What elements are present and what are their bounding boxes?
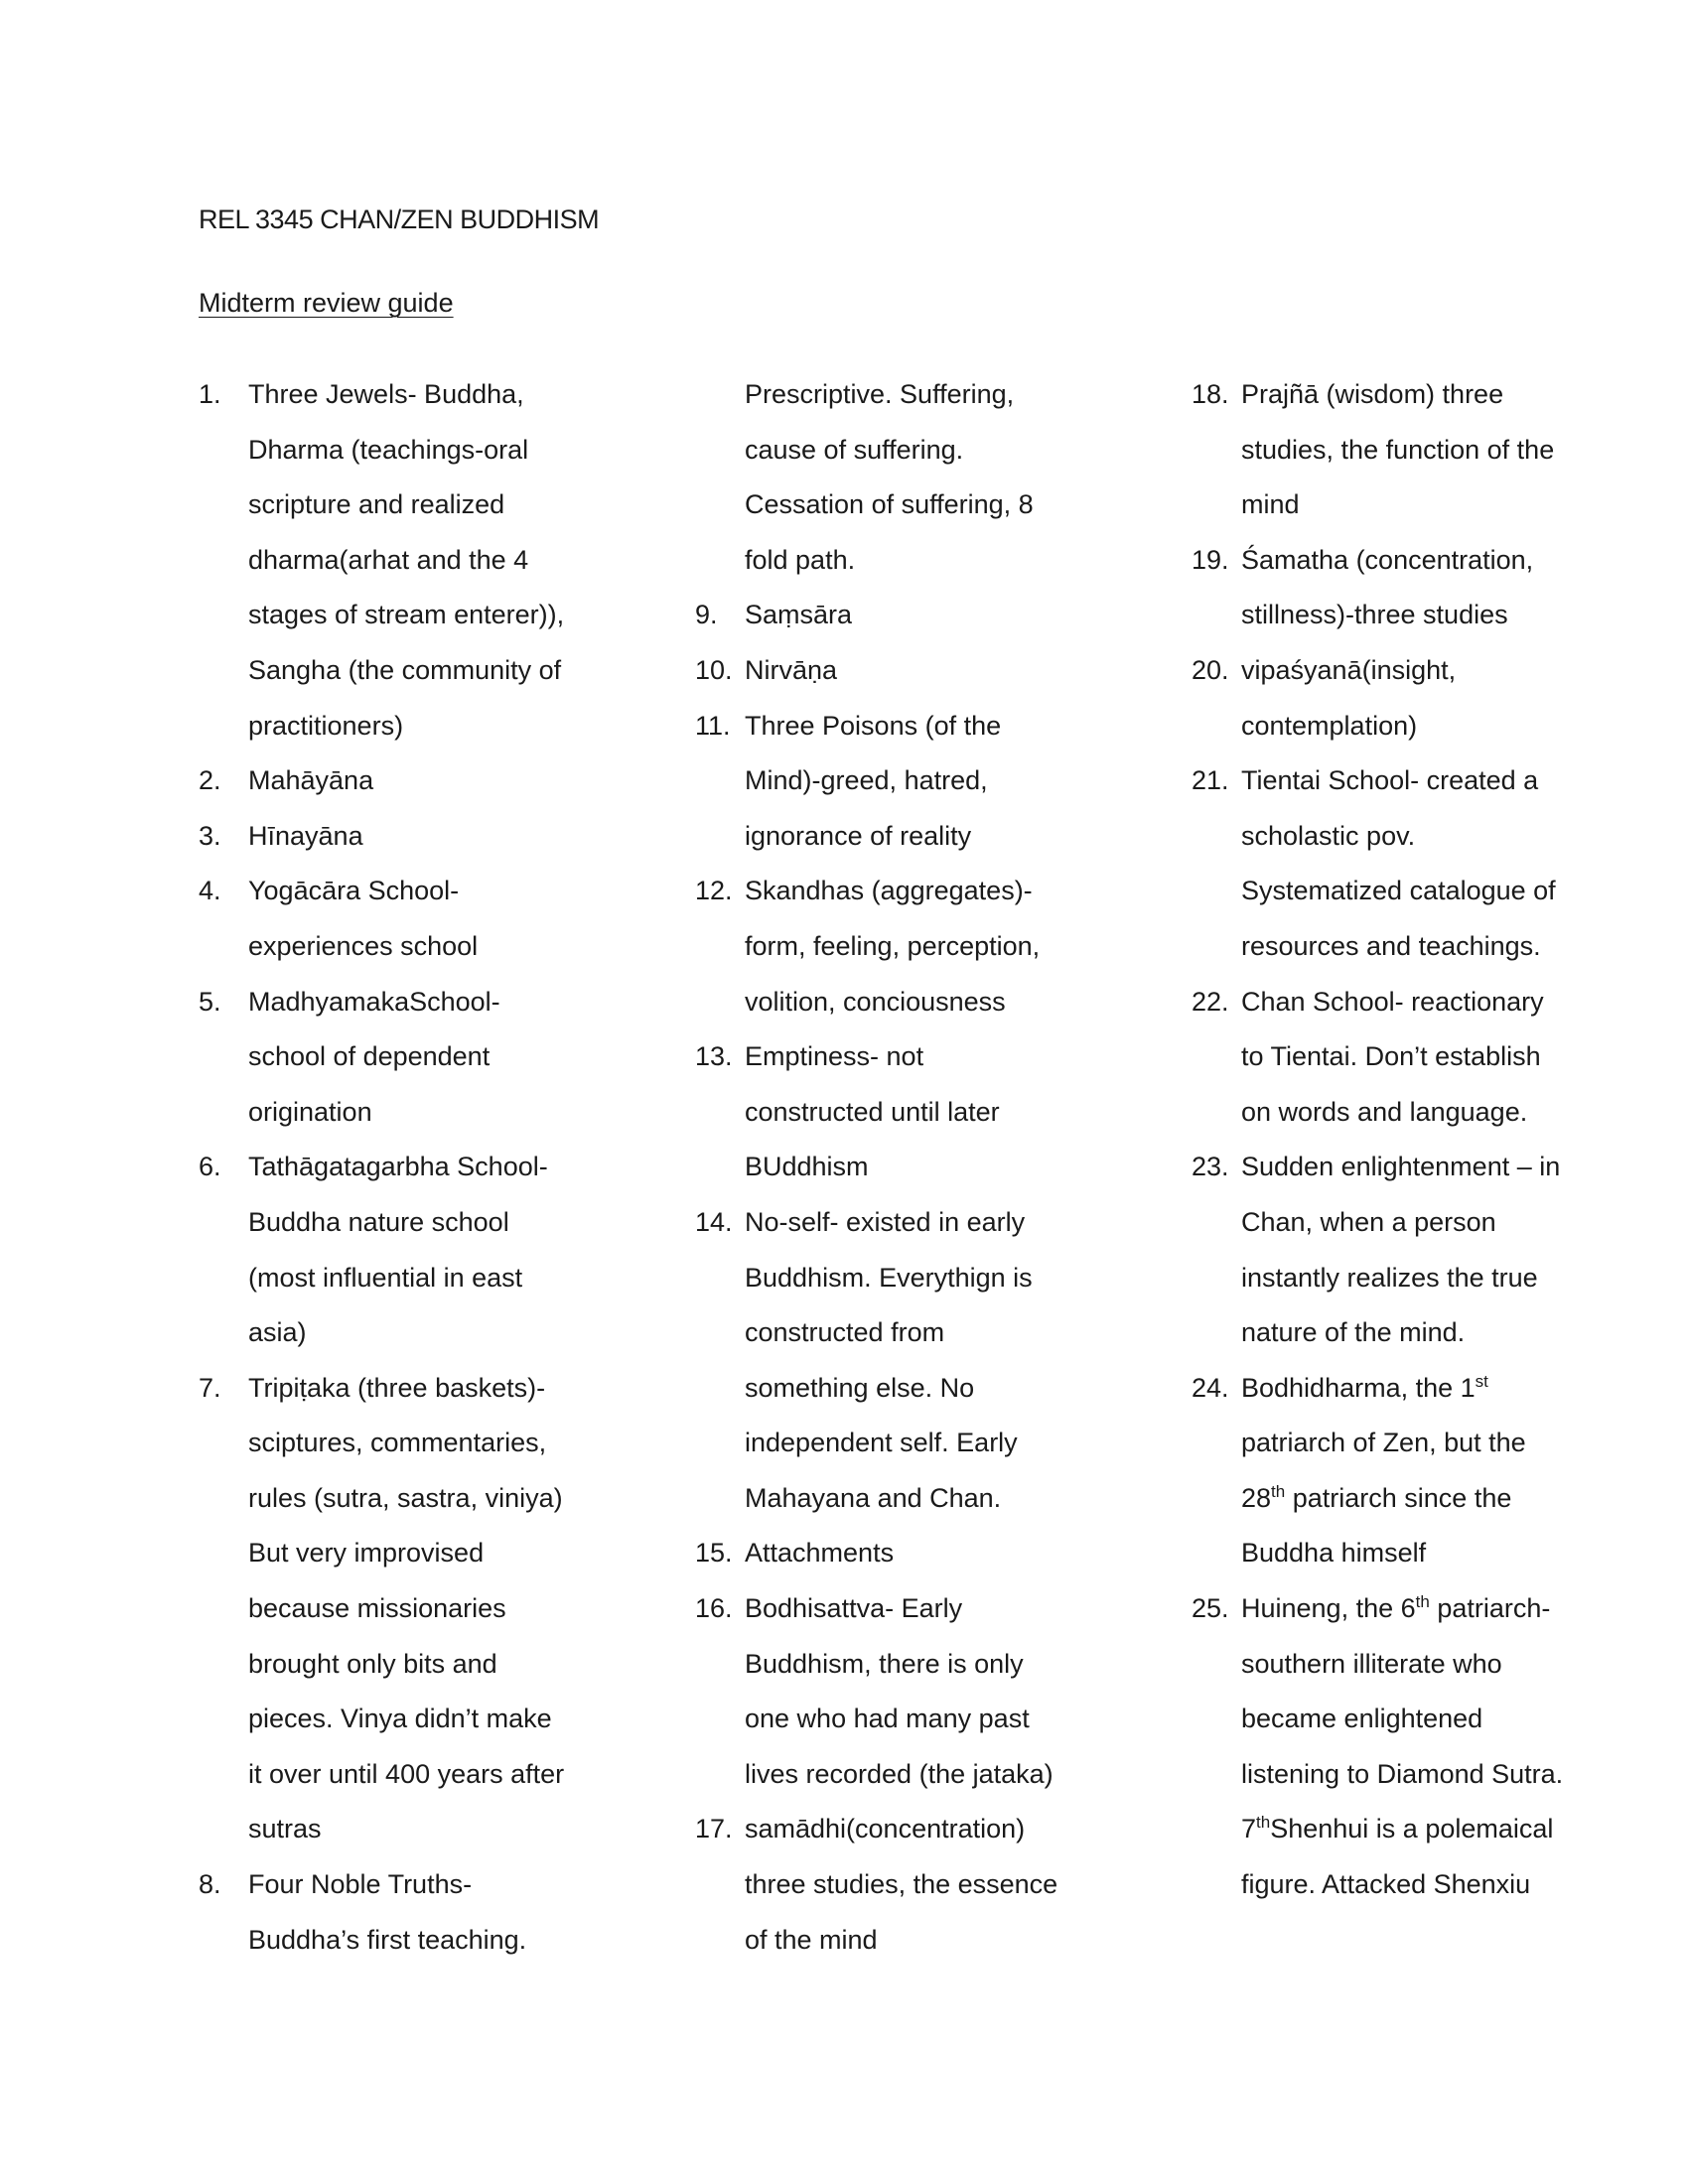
item-text-line: Dharma (teachings-oral [248,434,529,465]
item-text-line: Cessation of suffering, 8 [745,489,1034,520]
item-text-line: scripture and realized [248,489,505,520]
item-text-line: because missionaries [248,1593,506,1624]
item-number: 2. [199,765,221,796]
item-number: 22. [1192,986,1229,1017]
item-text-line: Sudden enlightenment – in [1241,1152,1561,1182]
item-number: 1. [199,379,221,409]
item-text-line: to Tientai. Don’t establish [1241,1041,1541,1072]
ordinal-suffix: th [1415,1592,1430,1612]
item-text-line: volition, conciousness [745,986,1006,1017]
item-text: 7 [1241,1814,1257,1844]
item-text-line: Tientai School- created a [1241,765,1539,796]
item-number: 24. [1192,1372,1229,1403]
item-text-line: constructed from [745,1317,945,1348]
item-text-line: samādhi(concentration) [745,1814,1026,1844]
item-text-line: Three Poisons (of the [745,710,1002,741]
item-text-line: Attachments [745,1538,895,1569]
item-text-line: Buddha himself [1241,1538,1427,1569]
item-text-line: fold path. [745,544,856,575]
item-text-line [1241,1361,1609,1417]
item-number: 20. [1192,654,1229,685]
item-text-line: Buddha’s first teaching. [248,1924,527,1955]
item-number: 9. [695,600,718,630]
item-text-line: Hīnayāna [248,820,363,851]
item-text-line: origination [248,1096,372,1127]
item-text-line: form, feeling, perception, [745,930,1041,961]
list-item [199,975,616,1141]
item-text-line: cause of suffering. [745,434,964,465]
item-text-line: BUddhism [745,1152,869,1182]
item-text-line: one who had many past [745,1704,1030,1734]
item-text-line: contemplation) [1241,710,1418,741]
item-text-line: brought only bits and [248,1648,497,1679]
item-text-line: Bodhisattva- Early [745,1593,963,1624]
item-text-line: resources and teachings. [1241,930,1541,961]
item-number: 11. [695,710,731,741]
item-text-line: Buddhism. Everythign is [745,1262,1033,1293]
item-number: 6. [199,1152,221,1182]
item-text-line: figure. Attacked Shenxiu [1241,1869,1531,1900]
review-column-3 [1192,367,1609,1913]
item-text-line: lives recorded (the jataka) [745,1758,1054,1789]
item-text-line: sciptures, commentaries, [248,1428,547,1458]
item-text-line: Mahāyāna [248,765,374,796]
item-text-line: Buddha nature school [248,1206,509,1237]
item-text-line: stages of stream enterer)), [248,600,565,630]
list-item [695,864,1112,1029]
list-item [199,1857,616,1968]
item-text-line: Chan School- reactionary [1241,986,1544,1017]
list-item [695,699,1112,865]
item-text-line: MadhyamakaSchool- [248,986,500,1017]
item-text-line: school of dependent [248,1041,491,1072]
item-text-line: Tathāgatagarbha School- [248,1152,548,1182]
ordinal-suffix: th [1256,1813,1271,1833]
item-number: 18. [1192,379,1229,409]
list-item [695,643,1112,699]
document-title: REL 3345 CHAN/ZEN BUDDHISM [199,205,600,234]
item-text-line: Prajñā (wisdom) three [1241,379,1504,409]
item-text-line: Prescriptive. Suffering, [745,379,1015,409]
item-text-line: constructed until later [745,1096,1000,1127]
item-text: Bodhidharma, the 1 [1241,1372,1476,1403]
list-item [1192,975,1609,1141]
item-text-line: something else. No [745,1372,975,1403]
item-text-line: dharma(arhat and the 4 [248,544,529,575]
item-number: 19. [1192,544,1229,575]
item-text-line: became enlightened [1241,1704,1483,1734]
item-text-line: pieces. Vinya didn’t make [248,1704,552,1734]
list-item [695,1029,1112,1195]
item-text-line: Skandhas (aggregates)- [745,876,1033,906]
item-text-line: three studies, the essence [745,1869,1058,1900]
list-item [695,1195,1112,1527]
list-item [1192,1361,1609,1581]
item-text-line: asia) [248,1317,307,1348]
list-item [199,367,616,753]
item-text-line: listening to Diamond Sutra. [1241,1758,1564,1789]
item-number: 7. [199,1372,221,1403]
item-text-line: No-self- existed in early [745,1206,1026,1237]
item-text-line: vipaśyanā(insight, [1241,654,1457,685]
list-item [199,1361,616,1857]
item-number: 15. [695,1538,733,1569]
list-item [1192,1140,1609,1360]
list-item [695,588,1112,643]
list-item [1192,643,1609,753]
item-text-line [1241,1471,1609,1527]
item-text-line: Chan, when a person [1241,1206,1496,1237]
list-item [199,809,616,865]
item-text: 28 [1241,1482,1272,1513]
item-number: 3. [199,820,221,851]
item-text-line: ignorance of reality [745,820,972,851]
item-number: 10. [695,654,733,685]
item-text-line: nature of the mind. [1241,1317,1466,1348]
item-text-line: Emptiness- not [745,1041,924,1072]
list-item [1192,753,1609,974]
item-number: 4. [199,876,221,906]
item-text: Shenhui is a polemaical [1270,1814,1554,1844]
list-item [695,1581,1112,1802]
item-text-line: Mahayana and Chan. [745,1482,1002,1513]
item-text-line: Saṃsāra [745,600,853,630]
document-subtitle: Midterm review guide [199,288,454,318]
review-column-2 [695,367,1112,1968]
item-text-line: Four Noble Truths- [248,1869,473,1900]
list-item [695,1802,1112,1968]
item-text-line: it over until 400 years after [248,1758,565,1789]
ordinal-suffix: st [1475,1371,1488,1391]
list-item [695,367,1112,588]
list-item [199,1140,616,1360]
item-number: 14. [695,1206,733,1237]
item-number: 12. [695,876,733,906]
item-number: 21. [1192,765,1229,796]
item-number: 16. [695,1593,733,1624]
item-text-line: practitioners) [248,710,404,741]
item-text-line: instantly realizes the true [1241,1262,1538,1293]
list-item [695,1526,1112,1581]
item-number: 5. [199,986,221,1017]
list-item [199,864,616,974]
item-text: Huineng, the 6 [1241,1593,1416,1624]
item-text-line [1241,1581,1609,1637]
list-item [1192,533,1609,643]
item-number: 25. [1192,1593,1229,1624]
item-text-line: southern illiterate who [1241,1648,1502,1679]
item-text-line: Yogācāra School- [248,876,460,906]
item-text-line: mind [1241,489,1300,520]
item-text: patriarch- [1429,1593,1551,1624]
item-text-line [1241,1802,1609,1857]
list-item [1192,367,1609,533]
item-text-line: Buddhism, there is only [745,1648,1024,1679]
item-number: 23. [1192,1152,1229,1182]
item-text-line: Sangha (the community of [248,654,562,685]
item-text-line: Systematized catalogue of [1241,876,1556,906]
review-column-1 [199,367,616,1968]
item-text-line: studies, the function of the [1241,434,1555,465]
item-text-line: stillness)-three studies [1241,600,1508,630]
item-text-line: Mind)-greed, hatred, [745,765,988,796]
item-number: 17. [695,1814,733,1844]
item-text-line: But very improvised [248,1538,485,1569]
item-text-line: Śamatha (concentration, [1241,544,1534,575]
list-item [1192,1581,1609,1913]
item-number: 8. [199,1869,221,1900]
item-text-line: Three Jewels- Buddha, [248,379,524,409]
item-text-line: sutras [248,1814,322,1844]
item-text-line: scholastic pov. [1241,820,1416,851]
item-text: patriarch since the [1285,1482,1512,1513]
item-text-line: Nirvāṇa [745,654,838,685]
list-item [199,753,616,809]
item-text-line: rules (sutra, sastra, viniya) [248,1482,563,1513]
item-text-line: Tripiṭaka (three baskets)- [248,1372,546,1403]
item-number: 13. [695,1041,733,1072]
item-text-line: patriarch of Zen, but the [1241,1428,1526,1458]
item-text-line: on words and language. [1241,1096,1528,1127]
item-text-line: of the mind [745,1924,878,1955]
item-text-line: experiences school [248,930,479,961]
item-text-line: (most influential in east [248,1262,523,1293]
item-text-line: independent self. Early [745,1428,1018,1458]
ordinal-suffix: th [1271,1481,1286,1501]
